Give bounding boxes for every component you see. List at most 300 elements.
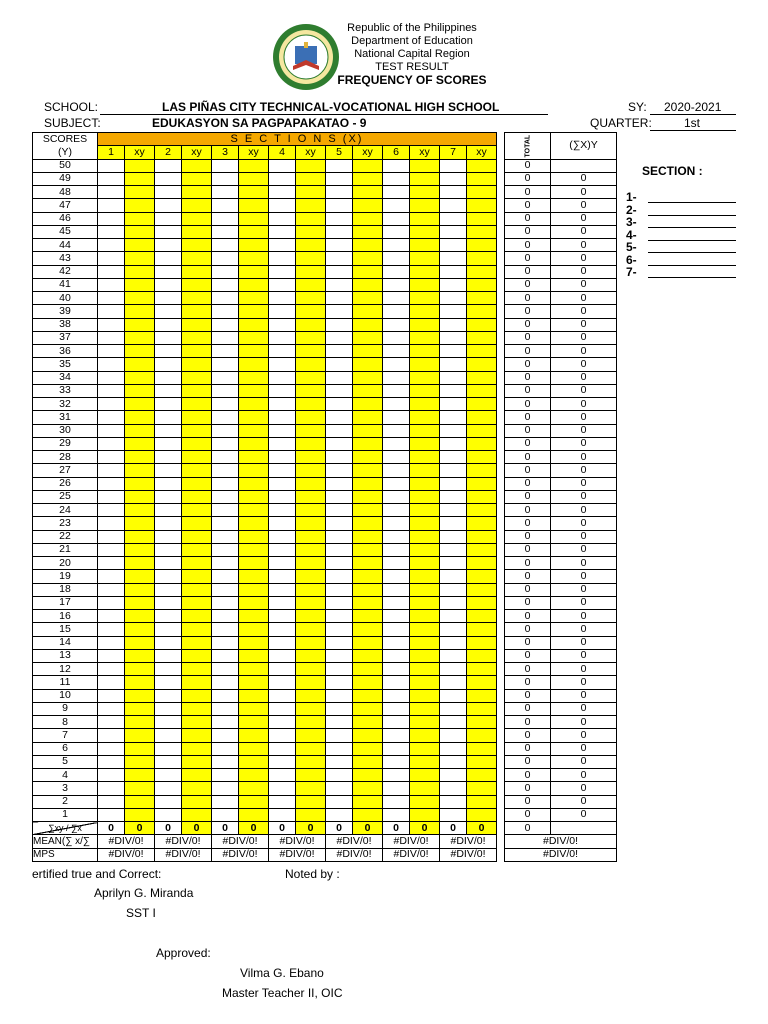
mean-row-overall: #DIV/0! <box>505 835 617 848</box>
quarter-label: QUARTER: <box>590 116 652 130</box>
table-row <box>33 623 617 636</box>
row-total-cell: 0 <box>505 384 551 397</box>
frequency-cell <box>155 689 182 702</box>
frequency-cell <box>155 583 182 596</box>
row-total-cell: 0 <box>505 716 551 729</box>
frequency-cell <box>296 225 326 238</box>
frequency-cell <box>296 557 326 570</box>
frequency-cell <box>125 437 155 450</box>
frequency-cell <box>353 808 383 821</box>
frequency-cell <box>98 424 125 437</box>
row-total-cell: 0 <box>505 610 551 623</box>
frequency-cell <box>239 265 269 278</box>
table-row <box>33 795 617 808</box>
frequency-cell <box>182 358 212 371</box>
frequency-cell <box>440 477 467 490</box>
frequency-cell <box>155 451 182 464</box>
frequency-cell <box>353 172 383 185</box>
mean-row-value: #DIV/0! <box>326 835 383 848</box>
frequency-cell <box>212 172 239 185</box>
frequency-cell <box>467 623 497 636</box>
frequency-cell <box>98 504 125 517</box>
frequency-cell <box>383 663 410 676</box>
row-sum-cell: 0 <box>551 411 617 424</box>
frequency-cell <box>440 464 467 477</box>
frequency-cell <box>326 517 353 530</box>
header-line-2: Department of Education <box>351 35 473 47</box>
frequency-cell <box>353 596 383 609</box>
frequency-cell <box>410 477 440 490</box>
frequency-cell <box>269 490 296 503</box>
frequency-cell <box>269 186 296 199</box>
row-sum-cell: 0 <box>551 398 617 411</box>
frequency-cell <box>98 371 125 384</box>
frequency-cell <box>326 318 353 331</box>
frequency-cell <box>383 729 410 742</box>
row-sum-cell: 0 <box>551 742 617 755</box>
row-sum-cell: 0 <box>551 557 617 570</box>
score-cell: 18 <box>33 583 98 596</box>
frequency-cell <box>353 292 383 305</box>
frequency-cell <box>326 172 353 185</box>
frequency-cell <box>383 477 410 490</box>
frequency-cell <box>296 318 326 331</box>
frequency-cell <box>383 742 410 755</box>
table-row <box>33 305 617 318</box>
row-total-cell: 0 <box>505 278 551 291</box>
frequency-cell <box>125 583 155 596</box>
frequency-cell <box>269 702 296 715</box>
frequency-cell <box>239 239 269 252</box>
sy-underline <box>650 114 736 115</box>
frequency-cell <box>353 742 383 755</box>
frequency-cell <box>383 649 410 662</box>
frequency-cell <box>98 623 125 636</box>
frequency-cell <box>326 398 353 411</box>
frequency-cell <box>383 265 410 278</box>
frequency-cell <box>326 265 353 278</box>
frequency-cell <box>125 159 155 172</box>
frequency-cell <box>410 782 440 795</box>
frequency-cell <box>467 411 497 424</box>
score-cell: 41 <box>33 278 98 291</box>
frequency-cell <box>296 610 326 623</box>
frequency-cell <box>212 424 239 437</box>
frequency-cell <box>326 477 353 490</box>
frequency-cell <box>212 663 239 676</box>
frequency-cell <box>125 384 155 397</box>
score-cell: 13 <box>33 649 98 662</box>
frequency-cell <box>410 543 440 556</box>
frequency-cell <box>239 504 269 517</box>
frequency-cell <box>353 623 383 636</box>
frequency-cell <box>269 570 296 583</box>
frequency-cell <box>212 345 239 358</box>
frequency-cell <box>269 583 296 596</box>
frequency-cell <box>182 384 212 397</box>
frequency-cell <box>269 769 296 782</box>
frequency-cell <box>440 795 467 808</box>
frequency-cell <box>182 186 212 199</box>
table-row <box>33 424 617 437</box>
frequency-cell <box>467 716 497 729</box>
frequency-cell <box>326 530 353 543</box>
frequency-cell <box>440 490 467 503</box>
frequency-cell <box>98 305 125 318</box>
row-sum-cell: 0 <box>551 424 617 437</box>
frequency-cell <box>125 729 155 742</box>
frequency-cell <box>467 557 497 570</box>
table-row <box>33 689 617 702</box>
row-total-cell: 0 <box>505 702 551 715</box>
row-total-cell: 0 <box>505 186 551 199</box>
frequency-cell <box>269 265 296 278</box>
row-total-cell: 0 <box>505 676 551 689</box>
score-cell: 31 <box>33 411 98 424</box>
frequency-cell <box>326 331 353 344</box>
frequency-cell <box>269 252 296 265</box>
frequency-cell <box>353 424 383 437</box>
frequency-cell <box>353 504 383 517</box>
frequency-cell <box>296 663 326 676</box>
frequency-cell <box>239 583 269 596</box>
frequency-cell <box>98 239 125 252</box>
sum-value-cell: 0 <box>125 822 155 835</box>
table-row <box>33 663 617 676</box>
frequency-cell <box>440 265 467 278</box>
table-row <box>33 557 617 570</box>
frequency-cell <box>125 782 155 795</box>
frequency-cell <box>182 331 212 344</box>
frequency-cell <box>440 437 467 450</box>
frequency-cell <box>182 649 212 662</box>
frequency-cell <box>239 729 269 742</box>
frequency-cell <box>182 278 212 291</box>
frequency-cell <box>98 570 125 583</box>
frequency-cell <box>125 517 155 530</box>
frequency-cell <box>269 477 296 490</box>
frequency-cell <box>125 199 155 212</box>
frequency-cell <box>410 755 440 768</box>
score-cell: 28 <box>33 451 98 464</box>
frequency-cell <box>326 663 353 676</box>
frequency-cell <box>239 795 269 808</box>
frequency-cell <box>212 305 239 318</box>
frequency-cell <box>98 212 125 225</box>
frequency-cell <box>125 623 155 636</box>
frequency-cell <box>182 729 212 742</box>
frequency-cell <box>239 318 269 331</box>
row-sum-cell: 0 <box>551 490 617 503</box>
frequency-cell <box>410 159 440 172</box>
frequency-cell <box>98 398 125 411</box>
frequency-cell <box>326 716 353 729</box>
frequency-cell <box>212 358 239 371</box>
frequency-cell <box>410 398 440 411</box>
frequency-cell <box>296 490 326 503</box>
row-total-cell: 0 <box>505 570 551 583</box>
quarter-underline <box>650 130 736 131</box>
table-row <box>33 742 617 755</box>
frequency-cell <box>296 570 326 583</box>
frequency-cell <box>467 451 497 464</box>
frequency-cell <box>182 636 212 649</box>
score-cell: 10 <box>33 689 98 702</box>
frequency-cell <box>155 159 182 172</box>
frequency-cell <box>440 649 467 662</box>
frequency-cell <box>155 557 182 570</box>
frequency-cell <box>182 663 212 676</box>
frequency-cell <box>182 623 212 636</box>
frequency-cell <box>125 411 155 424</box>
frequency-cell <box>125 504 155 517</box>
frequency-cell <box>296 517 326 530</box>
frequency-cell <box>440 199 467 212</box>
table-row <box>33 265 617 278</box>
frequency-cell <box>410 517 440 530</box>
frequency-cell <box>296 199 326 212</box>
frequency-cell <box>467 755 497 768</box>
frequency-cell <box>326 371 353 384</box>
frequency-cell <box>383 305 410 318</box>
mean-row-value: #DIV/0! <box>440 835 497 848</box>
frequency-cell <box>212 769 239 782</box>
frequency-cell <box>269 384 296 397</box>
frequency-cell <box>383 424 410 437</box>
frequency-cell <box>182 464 212 477</box>
frequency-cell <box>353 543 383 556</box>
frequency-cell <box>212 318 239 331</box>
frequency-cell <box>296 278 326 291</box>
frequency-cell <box>269 331 296 344</box>
mps-row-value: #DIV/0! <box>440 848 497 861</box>
frequency-cell <box>353 451 383 464</box>
frequency-cell <box>212 702 239 715</box>
side-section-item: 4- <box>626 227 637 242</box>
quarter-value: 1st <box>684 116 701 130</box>
frequency-cell <box>410 663 440 676</box>
frequency-cell <box>239 755 269 768</box>
frequency-cell <box>98 331 125 344</box>
frequency-cell <box>467 610 497 623</box>
frequency-cell <box>467 358 497 371</box>
frequency-cell <box>125 649 155 662</box>
row-total-cell: 0 <box>505 490 551 503</box>
frequency-cell <box>326 543 353 556</box>
frequency-cell <box>440 808 467 821</box>
frequency-cell <box>155 398 182 411</box>
sum-value-cell: 0 <box>212 822 239 835</box>
frequency-cell <box>440 676 467 689</box>
row-total-cell: 0 <box>505 795 551 808</box>
frequency-cell <box>182 292 212 305</box>
frequency-cell <box>383 596 410 609</box>
frequency-cell <box>269 742 296 755</box>
frequency-cell <box>98 543 125 556</box>
frequency-cell <box>269 305 296 318</box>
row-sum-cell: 0 <box>551 278 617 291</box>
frequency-cell <box>326 212 353 225</box>
frequency-cell <box>383 186 410 199</box>
frequency-cell <box>353 782 383 795</box>
frequency-cell <box>467 504 497 517</box>
row-total-cell: 0 <box>505 225 551 238</box>
frequency-cell <box>296 716 326 729</box>
frequency-cell <box>410 172 440 185</box>
score-cell: 14 <box>33 636 98 649</box>
frequency-cell <box>467 464 497 477</box>
frequency-cell <box>326 411 353 424</box>
score-cell: 39 <box>33 305 98 318</box>
table-row <box>33 358 617 371</box>
frequency-cell <box>353 530 383 543</box>
frequency-cell <box>383 278 410 291</box>
score-cell: 8 <box>33 716 98 729</box>
frequency-cell <box>98 769 125 782</box>
frequency-cell <box>182 477 212 490</box>
frequency-cell <box>467 649 497 662</box>
frequency-cell <box>440 358 467 371</box>
frequency-cell <box>383 769 410 782</box>
frequency-cell <box>410 265 440 278</box>
frequency-cell <box>239 358 269 371</box>
row-sum-cell: 0 <box>551 239 617 252</box>
row-total-cell: 0 <box>505 305 551 318</box>
frequency-cell <box>212 636 239 649</box>
frequency-cell <box>125 371 155 384</box>
frequency-cell <box>155 252 182 265</box>
sum-header: (∑X)Y <box>551 133 617 160</box>
frequency-cell <box>410 716 440 729</box>
row-total-cell: 0 <box>505 543 551 556</box>
frequency-cell <box>155 610 182 623</box>
frequency-cell <box>410 345 440 358</box>
frequency-cell <box>98 716 125 729</box>
row-sum-cell: 0 <box>551 729 617 742</box>
table-row <box>33 636 617 649</box>
frequency-cell <box>269 623 296 636</box>
frequency-cell <box>383 239 410 252</box>
frequency-cell <box>467 636 497 649</box>
frequency-cell <box>239 437 269 450</box>
frequency-cell <box>467 782 497 795</box>
frequency-cell <box>269 596 296 609</box>
frequency-cell <box>155 225 182 238</box>
frequency-cell <box>182 769 212 782</box>
frequency-cell <box>98 517 125 530</box>
score-cell: 35 <box>33 358 98 371</box>
frequency-cell <box>326 305 353 318</box>
table-row <box>33 384 617 397</box>
row-total-cell: 0 <box>505 331 551 344</box>
row-sum-cell: 0 <box>551 795 617 808</box>
frequency-cell <box>155 384 182 397</box>
frequency-cell <box>440 729 467 742</box>
frequency-cell <box>125 239 155 252</box>
frequency-cell <box>125 557 155 570</box>
side-section-item: 3- <box>626 215 637 229</box>
frequency-cell <box>98 596 125 609</box>
table-row <box>33 504 617 517</box>
frequency-cell <box>212 464 239 477</box>
frequency-cell <box>212 716 239 729</box>
table-row <box>33 292 617 305</box>
frequency-cell <box>239 371 269 384</box>
table-row <box>33 225 617 238</box>
frequency-cell <box>353 212 383 225</box>
frequency-cell <box>440 530 467 543</box>
frequency-cell <box>155 464 182 477</box>
frequency-cell <box>155 292 182 305</box>
frequency-cell <box>125 318 155 331</box>
table-row <box>33 676 617 689</box>
frequency-cell <box>239 517 269 530</box>
frequency-cell <box>353 358 383 371</box>
frequency-cell <box>326 384 353 397</box>
frequency-cell <box>212 689 239 702</box>
frequency-cell <box>239 384 269 397</box>
frequency-cell <box>467 689 497 702</box>
frequency-cell <box>326 676 353 689</box>
frequency-cell <box>212 795 239 808</box>
frequency-cell <box>353 583 383 596</box>
frequency-cell <box>440 371 467 384</box>
frequency-cell <box>467 371 497 384</box>
frequency-cell <box>383 159 410 172</box>
frequency-cell <box>296 384 326 397</box>
frequency-cell <box>326 729 353 742</box>
frequency-cell <box>98 186 125 199</box>
frequency-cell <box>125 265 155 278</box>
frequency-cell <box>296 451 326 464</box>
row-sum-cell: 0 <box>551 464 617 477</box>
frequency-cell <box>383 755 410 768</box>
frequency-cell <box>155 358 182 371</box>
table-row <box>33 371 617 384</box>
frequency-cell <box>182 371 212 384</box>
mps-row-value: #DIV/0! <box>269 848 326 861</box>
row-sum-cell: 0 <box>551 676 617 689</box>
row-total-cell: 0 <box>505 239 551 252</box>
frequency-cell <box>296 252 326 265</box>
frequency-cell <box>383 411 410 424</box>
frequency-cell <box>467 570 497 583</box>
certified-label: ertified true and Correct: <box>32 867 162 881</box>
section-col-header: 2 <box>155 146 182 159</box>
frequency-cell <box>239 225 269 238</box>
frequency-cell <box>440 212 467 225</box>
frequency-cell <box>326 610 353 623</box>
row-total-cell: 0 <box>505 623 551 636</box>
frequency-cell <box>410 490 440 503</box>
frequency-cell <box>467 212 497 225</box>
table-row <box>33 477 617 490</box>
frequency-cell <box>410 186 440 199</box>
scores-y-header: (Y) <box>33 146 98 159</box>
frequency-cell <box>125 808 155 821</box>
frequency-cell <box>440 424 467 437</box>
section-col-header: xy <box>125 146 155 159</box>
mps-row-value: #DIV/0! <box>326 848 383 861</box>
frequency-cell <box>296 649 326 662</box>
frequency-cell <box>212 199 239 212</box>
frequency-cell <box>269 212 296 225</box>
frequency-cell <box>269 292 296 305</box>
row-total-cell: 0 <box>505 636 551 649</box>
sum-value-cell: 0 <box>155 822 182 835</box>
frequency-cell <box>410 371 440 384</box>
frequency-cell <box>440 504 467 517</box>
